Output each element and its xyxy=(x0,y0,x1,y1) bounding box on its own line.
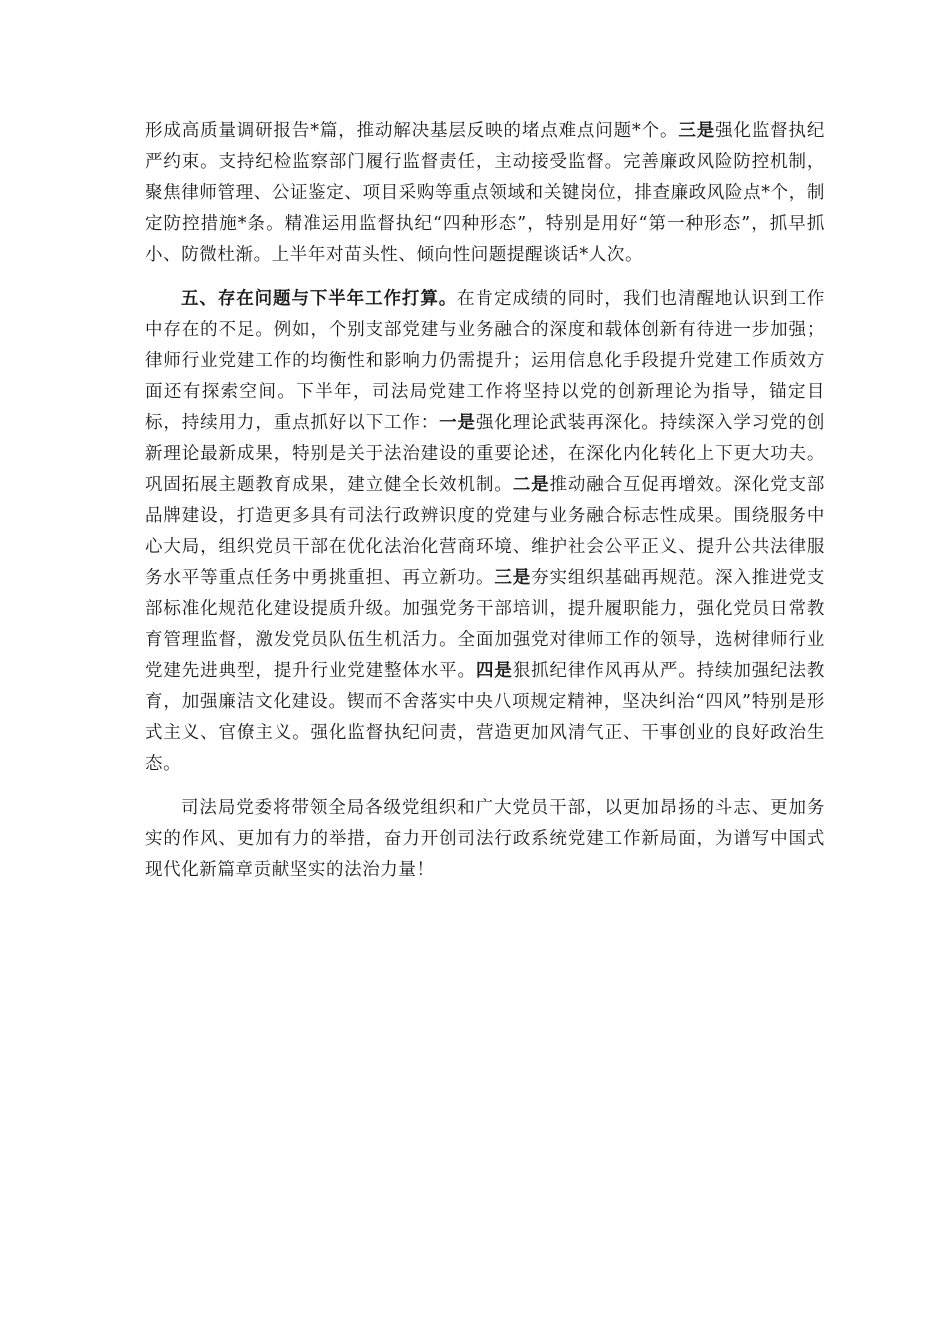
paragraph-text: 推动融合互促再增效。深化党支部品牌建设，打造更多具有司法行政辨识度的党建与业务融合标志性成果。围绕服务中心大局，组织党员干部在优化法治化营商环境、维护社会公平正义、提升公共法律服务水平等重点任务中勇挑重担、再立新功。 xyxy=(145,475,826,588)
paragraph-text: 强化理论武装再深化。持续深入学习党的创新理论最新成果，特别是关于法治建设的重要论述，在深化内化转化上下更大功夫。巩固拓展主题教育成果，建立健全长效机制。 xyxy=(145,413,825,495)
section-heading: 五、存在问题与下半年工作打算。 xyxy=(181,289,458,309)
paragraph-text: 狠抓纪律作风再从严。持续加强纪法教育，加强廉洁文化建设。锲而不舍落实中央八项规定精神，坚决纠治“四风”特别是形式主义、官僚主义。强化监督执纪问责，营造更加风清气正、干事创业的良好政治生态。 xyxy=(145,661,826,774)
emphasis-label: 三是 xyxy=(494,568,532,588)
document-body xyxy=(145,116,825,899)
paragraph-problems-and-plans xyxy=(145,284,825,780)
paragraph-text: 夯实组织基础再规范。深入推进党支部标准化规范化建设提质升级。加强党务干部培训，提升履职能力，强化党员日常教育管理监督，激发党员队伍生机活力。全面加强党对律师工作的领导，选树律师行业党建先进典型，提升行业党建整体水平。 xyxy=(145,568,825,681)
paragraph-text: 强化监督执纪严约束。支持纪检监察部门履行监督责任，主动接受监督。完善廉政风险防控机制，聚焦律师管理、公证鉴定、项目采购等重点领域和关键岗位，排查廉政风险点*个，制定防控措施*条。精准运用监督执纪“四种形态”，特别是用好“第一种形态”，抓早抓小、防微杜渐。上半年对苗头性、倾向性问题提醒谈话*人次。 xyxy=(145,121,826,265)
paragraph-closing xyxy=(145,793,825,886)
paragraph-supervision xyxy=(145,116,825,271)
emphasis-label: 二是 xyxy=(512,475,550,495)
paragraph-text: 形成高质量调研报告*篇，推动解决基层反映的堵点难点问题*个。 xyxy=(145,121,679,141)
emphasis-label: 一是 xyxy=(439,413,476,433)
emphasis-label: 三是 xyxy=(678,121,716,141)
paragraph-text: 司法局党委将带领全局各级党组织和广大党员干部，以更加昂扬的斗志、更加务实的作风、更加有力的举措，奋力开创司法行政系统党建工作新局面，为谱写中国式现代化新篇章贡献坚实的法治力量！ xyxy=(145,798,825,880)
paragraph-text: 在肯定成绩的同时，我们也清醒地认识到工作中存在的不足。例如，个别支部党建与业务融合的深度和载体创新有待进一步加强；律师行业党建工作的均衡性和影响力仍需提升；运用信息化手段提升党建工作质效方面还有探索空间。下半年，司法局党建工作将坚持以党的创新理论为指导，锚定目标，持续用力，重点抓好以下工作： xyxy=(145,289,826,433)
emphasis-label: 四是 xyxy=(475,661,513,681)
